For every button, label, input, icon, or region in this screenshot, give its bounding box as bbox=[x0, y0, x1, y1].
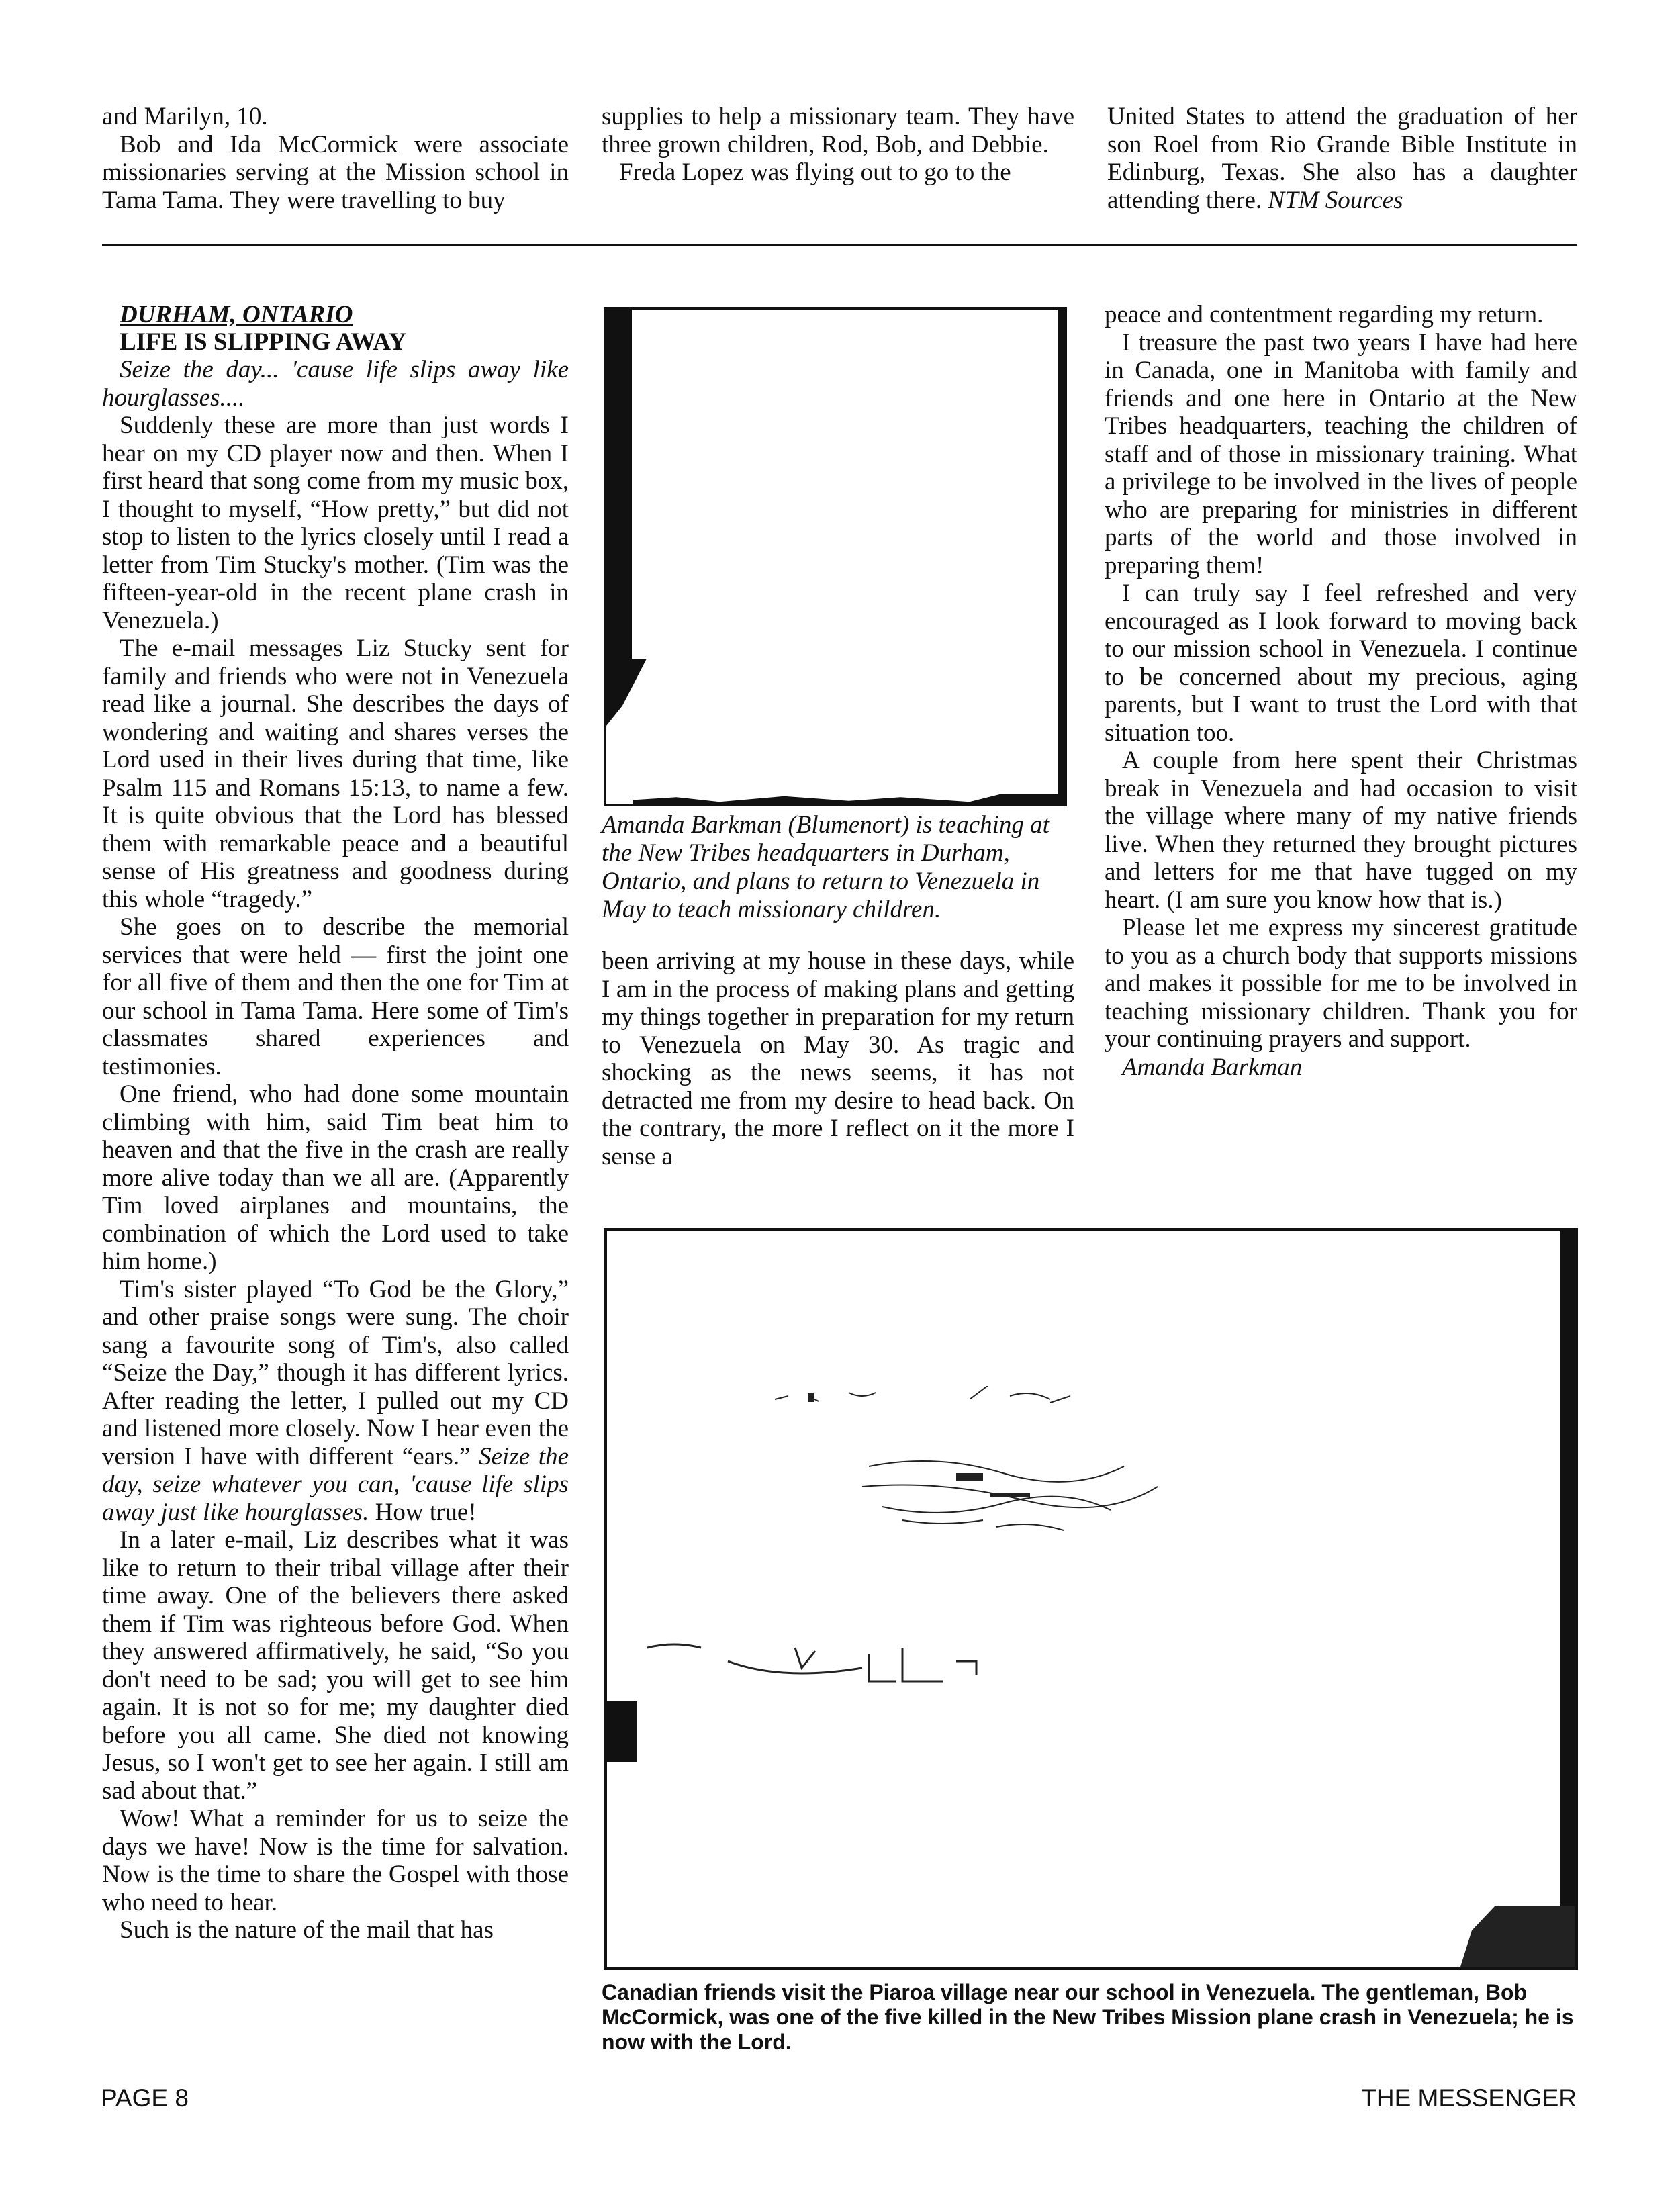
paragraph bbox=[102, 1276, 569, 1527]
photo-edge bbox=[1058, 310, 1064, 806]
texture-mark bbox=[808, 1393, 814, 1402]
paragraph: A couple from here spent their Christmas break in Venezuela and had occasion to visit the village where many of my native friends live. When they returned they brought pictures and letters for me that have tugged on my heart. (I am sure you know how that is.) bbox=[1105, 747, 1577, 914]
paragraph-text: Tim's sister played “To God be the Glory,” and other praise songs were sung. The choir sang a favourite song of Tim's, also called “Seize the Day,” though it has different lyrics. After reading the letter, I pulled out my CD and listened more closely. Now I hear even the version I have with different “ears.” bbox=[102, 1275, 569, 1470]
publication-name: THE MESSENGER bbox=[1361, 2084, 1577, 2112]
paragraph: Wow! What a reminder for us to seize the days we have! Now is the time for salvation. Now is the time to share the Gospel with those who need to hear. bbox=[102, 1805, 569, 1916]
source-credit: NTM Sources bbox=[1268, 186, 1403, 214]
village-photo bbox=[604, 1228, 1578, 1970]
texture-mark bbox=[990, 1493, 1030, 1497]
paragraph-text: How true! bbox=[375, 1498, 477, 1526]
paragraph bbox=[1107, 103, 1577, 214]
paragraph: Suddenly these are more than just words I hear on my CD player now and then. When I first heard that song come from my music box, I thought to myself, “How pretty,” but did not stop to listen to the lyrics closely until I read a letter from Tim Stucky's mother. (Tim was the fifteen-year-old in the recent plane crash in Venezuela.) bbox=[102, 412, 569, 635]
top-column-3 bbox=[1107, 103, 1577, 214]
paragraph: I treasure the past two years I have had here in Canada, one in Manitoba with family and friends and one here in Ontario at the New Tribes headquarters, teaching the children of staff and of those in missionary training. What a privilege to be involved in the lives of people who are preparing for ministries in different parts of the world and those involved in preparing them! bbox=[1105, 328, 1577, 579]
paragraph: Bob and Ida McCormick were associate missionaries serving at the Mission school in Tama Tama. They were travelling to buy bbox=[102, 130, 569, 214]
paragraph: Please let me express my sincerest gratitude to you as a church body that supports missions and makes it possible for me to be involved in teaching missionary children. Thank you for your continuing prayers and support. bbox=[1105, 914, 1577, 1053]
photo-texture bbox=[647, 1634, 1117, 1715]
photo-edge bbox=[1560, 1231, 1575, 1967]
photo-caption: Canadian friends visit the Piaroa village near our school in Venezuela. The gentleman, Bob McCormick, was one of the five killed in the New Tribes Mission plane crash in Venezuela; he is now with the Lord. bbox=[602, 1980, 1574, 2054]
article-column-3 bbox=[1105, 301, 1577, 1081]
texture-mark bbox=[862, 1461, 1158, 1513]
paragraph: Freda Lopez was flying out to go to the bbox=[619, 158, 1011, 186]
dateline: DURHAM, ONTARIO bbox=[120, 301, 353, 328]
section-divider bbox=[102, 244, 1577, 246]
lyric-quote: Seize the day, seize whatever you can, 'cause life slips away just like hourglasses. bbox=[102, 1442, 569, 1526]
photo-shadow bbox=[606, 310, 632, 659]
paragraph: The e-mail messages Liz Stucky sent for family and friends who were not in Venezuela read like a journal. She describes the days of wondering and waiting and shares verses the Lord used in their lives during that time, like Psalm 115 and Romans 15:13, to name a few. It is quite obvious that the Lord has blessed them with remarkable peace and a beautiful sense of His greatness and goodness during this whole “tragedy.” bbox=[102, 635, 569, 913]
paragraph: supplies to help a missionary team. They have three grown children, Rod, Bob, and Debbie. bbox=[602, 103, 1074, 158]
portrait-photo bbox=[604, 307, 1067, 806]
photo-shadow bbox=[606, 659, 647, 726]
article-column-2 bbox=[602, 947, 1074, 1170]
texture-mark bbox=[647, 1644, 976, 1681]
page-number: PAGE 8 bbox=[101, 2084, 189, 2112]
paragraph: One friend, who had done some mountain climbing with him, said Tim beat him to heaven and that the five in the crash are really more alive today than we all are. (Apparently Tim loved airplanes and mountains, the combination of which the Lord used to take him home.) bbox=[102, 1080, 569, 1275]
top-column-2 bbox=[602, 103, 1074, 187]
epigraph: Seize the day... 'cause life slips away like hourglasses.... bbox=[102, 356, 569, 412]
article-headline: LIFE IS SLIPPING AWAY bbox=[120, 328, 407, 356]
paragraph-text: United States to attend the graduation of her son Roel from Rio Grande Bible Institute in Edinburg, Texas. She also has a daughter attending there. bbox=[1107, 103, 1577, 214]
texture-mark bbox=[956, 1473, 983, 1481]
paragraph: She goes on to describe the memorial services that were held — first the joint one for all five of them and then the one for Tim at our school in Tama Tama. Here some of Tim's classmates shared experiences and testimonies. bbox=[102, 913, 569, 1080]
paragraph: been arriving at my house in these days, while I am in the process of making plans and getting my things together in preparation for my return to Venezuela on May 30. As tragic and shocking as the news seems, it has not detracted me from my desire to head back. On the contrary, the more I reflect on it the more I sense a bbox=[602, 947, 1074, 1170]
photo-caption: Amanda Barkman (Blumenort) is teaching at the New Tribes headquarters in Durham, Ontario, and plans to return to Venezuela in May to teach missionary children. bbox=[602, 811, 1049, 923]
author-signature: Amanda Barkman bbox=[1122, 1053, 1303, 1081]
paragraph: and Marilyn, 10. bbox=[102, 103, 268, 130]
paragraph: In a later e-mail, Liz describes what it was like to return to their tribal village after their time away. One of the believers there asked them if Tim was righteous before God. When they answered affirmatively, he said, “So you don't need to be sad; you will get to see him again. It is not so for me; my daughter died before you all came. She died not knowing Jesus, so I won't get to see her again. I still am sad about that.” bbox=[102, 1526, 569, 1805]
paragraph: peace and contentment regarding my return. bbox=[1105, 301, 1544, 328]
photo-texture bbox=[768, 1386, 1171, 1540]
photo-shadow bbox=[1460, 1906, 1575, 1967]
texture-mark bbox=[775, 1386, 1070, 1403]
paragraph: I can truly say I feel refreshed and very encouraged as I look forward to moving back to our mission school in Venezuela. I continue to be concerned about my precious, aging parents, but I want to trust the Lord with that situation too. bbox=[1105, 579, 1577, 747]
top-column-1 bbox=[102, 103, 569, 214]
photo-bottom-edge bbox=[633, 794, 1064, 804]
photo-shadow bbox=[607, 1701, 637, 1762]
texture-mark bbox=[902, 1520, 1064, 1530]
paragraph: Such is the nature of the mail that has bbox=[120, 1916, 494, 1944]
article-column-1 bbox=[102, 301, 569, 1945]
